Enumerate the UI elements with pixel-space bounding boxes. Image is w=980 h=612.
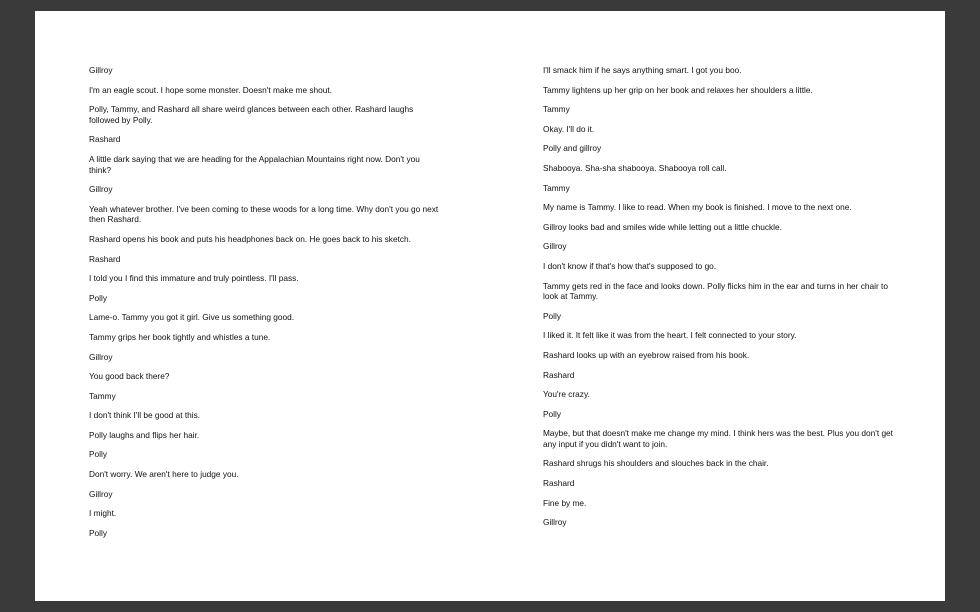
character-name: Polly: [543, 310, 561, 321]
character-name: Rashard: [543, 369, 575, 380]
document-spread: [35, 11, 945, 601]
character-name: Polly and gillroy: [543, 143, 602, 154]
character-name: Rashard: [89, 134, 121, 145]
action-line: Rashard shrugs his shoulders and slouches back in the chair.: [543, 458, 769, 469]
dialogue-line: Lame-o. Tammy you got it girl. Give us something good.: [89, 312, 295, 323]
character-name: Gillroy: [543, 241, 567, 252]
dialogue-line: I don't know if that's how that's supposed to go.: [543, 260, 717, 271]
dialogue-line: Okay. I'll do it.: [543, 123, 595, 134]
character-name: Rashard: [89, 253, 121, 264]
left-page-column: [89, 65, 439, 547]
action-line: Tammy grips her book tightly and whistles a tune.: [89, 331, 271, 342]
character-name: Polly: [89, 449, 107, 460]
action-line: Tammy lightens up her grip on her book and relaxes her shoulders a little.: [543, 84, 813, 95]
character-name: Gillroy: [89, 65, 113, 75]
dialogue-line: Yeah whatever brother. I've been coming to these woods for a long time. Why don't you go next then Rashard.: [89, 203, 439, 225]
action-line: Polly laughs and flips her hair.: [89, 429, 200, 440]
dialogue-line: I'll smack him if he says anything smart. I got you boo.: [543, 65, 742, 75]
character-name: Rashard: [543, 478, 575, 489]
dialogue-line: My name is Tammy. I like to read. When my book is finished. I move to the next one.: [543, 202, 852, 213]
action-line: Rashard looks up with an eyebrow raised from his book.: [543, 349, 750, 360]
dialogue-line: You good back there?: [89, 371, 170, 382]
action-line: Tammy gets red in the face and looks down. Polly flicks him in the ear and turns in her chair to look at Tammy.: [543, 280, 888, 302]
character-name: Polly: [89, 292, 107, 303]
character-name: Tammy: [543, 104, 570, 115]
character-name: Gillroy: [89, 351, 113, 362]
dialogue-line: I told you I find this immature and truly pointless. I'll pass.: [89, 273, 299, 284]
action-line: Rashard opens his book and puts his headphones back on. He goes back to his sketch.: [89, 233, 411, 244]
dialogue-line: I liked it. It felt like it was from the heart. I felt connected to your story.: [543, 330, 797, 341]
character-name: Polly: [89, 527, 107, 538]
dialogue-line: I might.: [89, 508, 117, 519]
character-name: Gillroy: [89, 184, 113, 195]
action-line: Gillroy looks bad and smiles wide while letting out a little chuckle.: [543, 221, 782, 232]
dialogue-line: Don't worry. We aren't here to judge you.: [89, 469, 239, 480]
character-name: Gillroy: [89, 488, 113, 499]
character-name: Tammy: [543, 182, 570, 193]
dialogue-line: Fine by me.: [543, 497, 587, 508]
dialogue-line: You're crazy.: [543, 389, 590, 400]
dialogue-line: I don't think I'll be good at this.: [89, 410, 201, 421]
character-name: Polly: [543, 408, 561, 419]
dialogue-line: Maybe, but that doesn't make me change my mind. I think hers was the best. Plus you don't get any input if you didn't want to join.: [543, 428, 893, 449]
action-line: Polly, Tammy, and Rashard all share weird glances between each other. Rashard laughs followed by Polly.: [89, 104, 414, 125]
dialogue-line: I'm an eagle scout. I hope some monster. Doesn't make me shout.: [89, 84, 332, 95]
character-name: Gillroy: [543, 517, 567, 528]
dialogue-line: A little dark saying that we are heading for the Appalachian Mountains right now. Don't you think?: [89, 153, 420, 175]
right-page-column: [543, 65, 893, 537]
character-name: Tammy: [89, 390, 116, 401]
dialogue-line: Shabooya. Sha-sha shabooya. Shabooya roll call.: [543, 162, 727, 173]
